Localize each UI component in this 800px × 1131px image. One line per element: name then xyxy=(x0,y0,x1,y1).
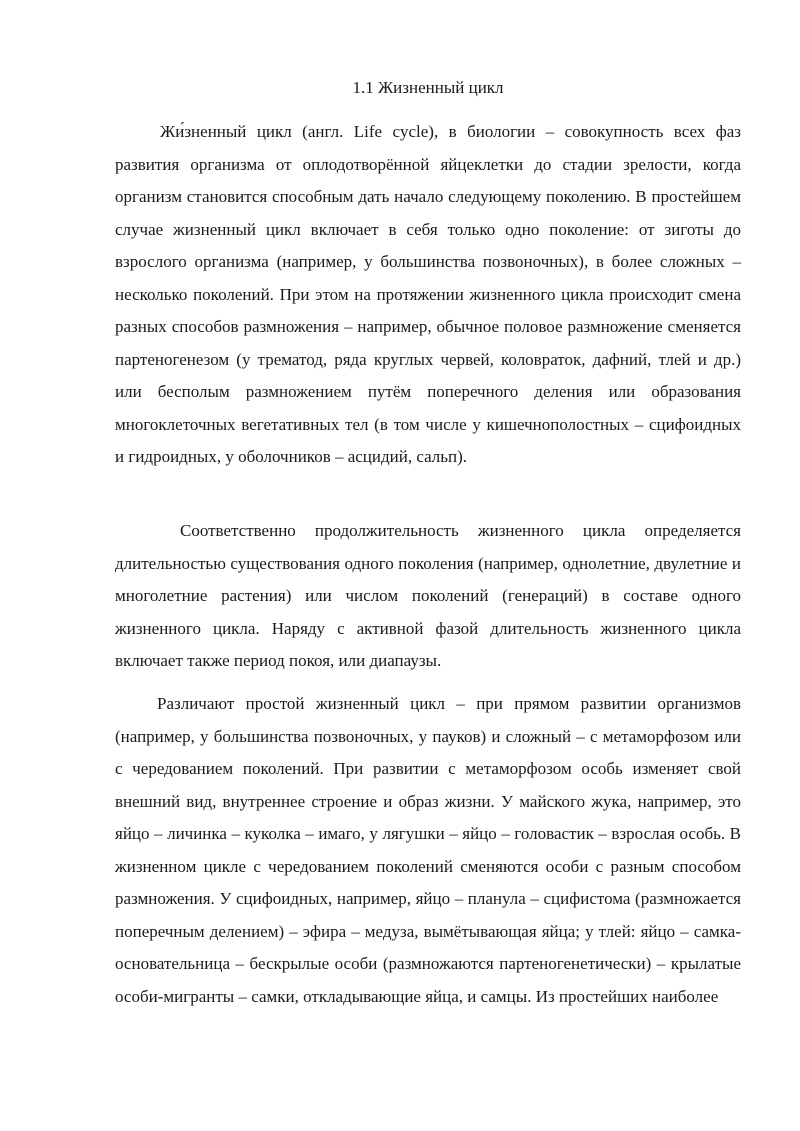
paragraph-life-cycle-duration: Соответственно продолжительность жизненного цикла определяется длительностью существования одного поколения (например, однолетние, двулетние и многолетние растения) или числом поколений (генераций) в составе одного жизненного цикла. Наряду с активной фазой длительность жизненного цикла включает также период покоя, или диапаузы. xyxy=(115,521,741,670)
section-heading: 1.1 Жизненный цикл xyxy=(352,78,504,97)
paragraph-life-cycle-definition: Жи́зненный цикл (англ. Life cycle), в биологии – совокупность всех фаз развития организма от оплодотворённой яйцеклетки до стадии зрелости, когда организм становится способным дать начало следующему поколению. В простейшем случае жизненный цикл включает в себя только одно поколение: от зиготы до взрослого организма (например, у большинства позвоночных), в более сложных – несколько поколений. При этом на протяжении жизненного цикла происходит смена разных способов размножения – например, обычное половое размножение сменяется партеногенезом (у трематод, ряда круглых червей, коловраток, дафний, тлей и др.) или бесполым размножением путём поперечного деления или образования многоклеточных вегетативных тел (в том числе у кишечнополостных – сцифоидных и гидроидных, у оболочников – асцидий, сальп). xyxy=(115,122,741,466)
paragraph-life-cycle-types: Различают простой жизненный цикл – при прямом развитии организмов (например, у большинства позвоночных, у пауков) и сложный – с метаморфозом или с чередованием поколений. При развитии с метаморфозом особь изменяет свой внешний вид, внутреннее строение и образ жизни. У майского жука, например, это яйцо – личинка – куколка – имаго, у лягушки – яйцо – головастик – взрослая особь. В жизненном цикле с чередованием поколений сменяются особи с разным способом размножения. У сцифоидных, например, яйцо – планула – сцифистома (размножается поперечным делением) – эфира – медуза, вымётывающая яйца; у тлей: яйцо – самка-основательница – бескрылые особи (размножаются партеногенетически) – крылатые особи-мигранты – самки, откладывающие яйца, и самцы. Из простейших наиболее xyxy=(115,694,741,1006)
